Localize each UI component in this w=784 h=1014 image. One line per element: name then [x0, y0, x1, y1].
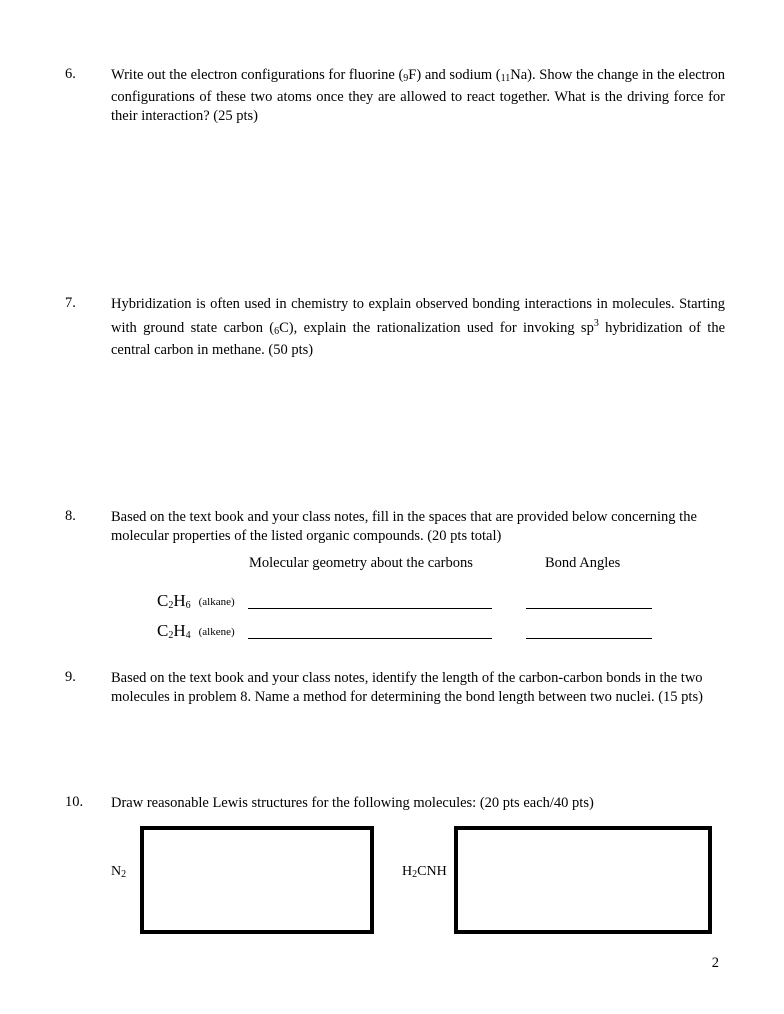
answer-line-geometry-ethene[interactable]: [248, 638, 492, 639]
question-number: 7.: [65, 295, 76, 311]
question-number: 10.: [65, 794, 84, 810]
column-header-geometry: Molecular geometry about the carbons: [249, 555, 473, 571]
answer-box-n2[interactable]: [140, 826, 374, 934]
answer-line-angles-ethane[interactable]: [526, 608, 652, 609]
molecule-label-n2: $N_2$: [111, 864, 127, 880]
page-number: 2: [711, 955, 719, 971]
formula-ethane: $C_2H_6$ (alkane): [157, 591, 235, 611]
answer-line-angles-ethene[interactable]: [526, 638, 652, 639]
molecule-label-h2cnh: $H_2CNH$: [402, 864, 447, 880]
question-text: Based on the text book and your class notes, identify the length of the carbon-carbon bonds in the two molecules in problem 8. Name a method for determining the bond length between two nuclei. (15 pts): [111, 670, 703, 705]
question-text: Write out the electron configurations for fluorine $(_9F)$ and sodium $(_{11}Na)$. Show the change in the electron configurations of these two atoms once they are allowed to react together. What is the driving force for their interaction? (25 pts): [111, 67, 725, 124]
question-number: 9.: [65, 669, 76, 685]
answer-box-h2cnh[interactable]: [454, 826, 712, 934]
question-number: 8.: [65, 508, 76, 524]
question-number: 6.: [65, 66, 76, 82]
question-text: Based on the text book and your class notes, fill in the spaces that are provided below concerning the molecular properties of the listed organic compounds. (20 pts total): [111, 509, 697, 544]
answer-line-geometry-ethane[interactable]: [248, 608, 492, 609]
formula-ethene: $C_2H_4$ (alkene): [157, 621, 235, 641]
column-header-bond-angles: Bond Angles: [545, 555, 621, 571]
question-text: Draw reasonable Lewis structures for the following molecules: (20 pts each/40 pts): [111, 795, 594, 811]
question-text: Hybridization is often used in chemistry to explain observed bonding interactions in molecules. Starting with ground state carbon $(_6C)$, explain the rationalization used for invoking $sp^3$ hybridization of the central carbon in methane. (50 pts): [111, 296, 726, 358]
